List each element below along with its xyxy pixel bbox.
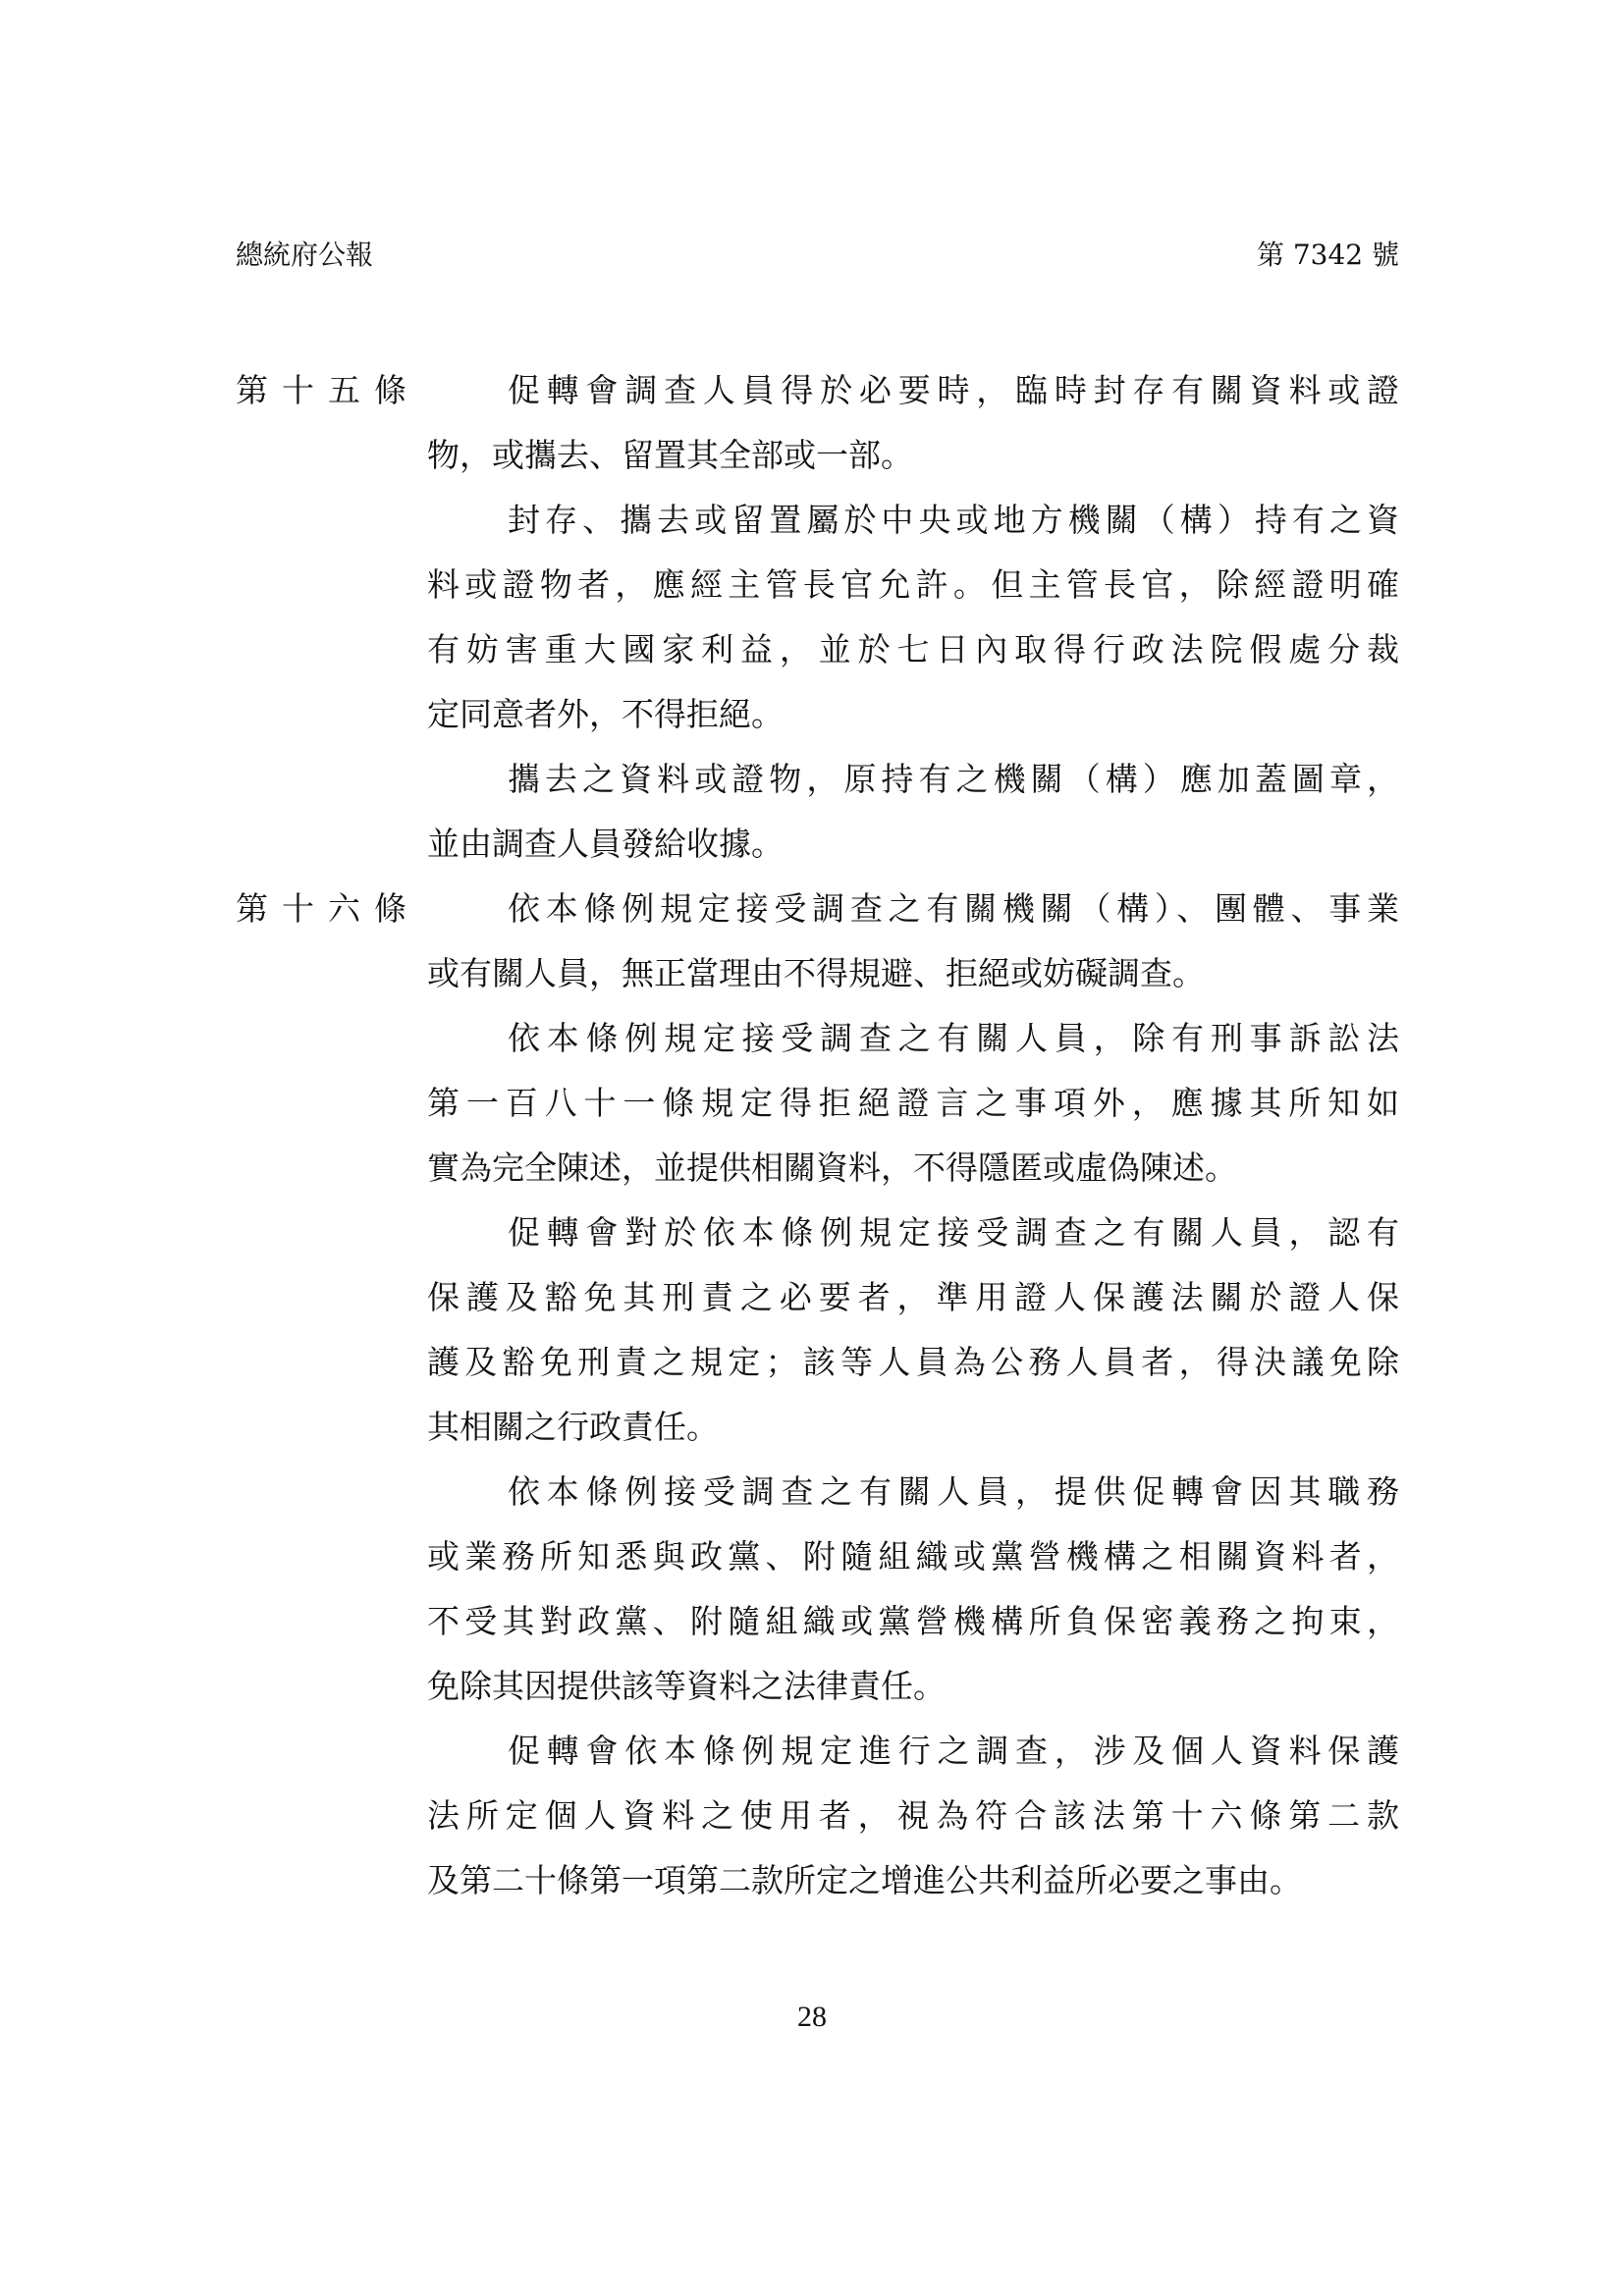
paragraph-line: 促轉會調查人員得於必要時，臨時封存有關資料或證 bbox=[508, 371, 1399, 409]
paragraph-line: 法所定個人資料之使用者，視為符合該法第十六條第二款 bbox=[427, 1796, 1399, 1835]
page-number: 28 bbox=[797, 2001, 827, 2033]
paragraph-line: 封存、攜去或留置屬於中央或地方機關（構）持有之資 bbox=[508, 501, 1399, 539]
paragraph-line: 第一百八十一條規定得拒絕證言之事項外，應據其所知如 bbox=[427, 1084, 1399, 1122]
paragraph-line: 依本條例接受調查之有關人員，提供促轉會因其職務 bbox=[508, 1472, 1399, 1511]
paragraph-line: 護及豁免刑責之規定；該等人員為公務人員者，得決議免除 bbox=[427, 1343, 1399, 1381]
paragraph-line: 或有關人員，無正當理由不得規避、拒絕或妨礙調查。 bbox=[427, 954, 1205, 992]
article-label: 第十六條 bbox=[236, 889, 420, 928]
publication-title: 總統府公報 bbox=[236, 239, 374, 271]
paragraph-line: 並由調查人員發給收據。 bbox=[427, 825, 784, 863]
issue-number: 第 7342 號 bbox=[1256, 239, 1399, 271]
paragraph-line: 免除其因提供該等資料之法律責任。 bbox=[427, 1667, 946, 1705]
paragraph-line: 保護及豁免其刑責之必要者，準用證人保護法關於證人保 bbox=[427, 1278, 1399, 1316]
page-header bbox=[236, 236, 1399, 275]
paragraph-line: 其相關之行政責任。 bbox=[427, 1408, 719, 1446]
paragraph-line: 料或證物者，應經主管長官允許。但主管長官，除經證明確 bbox=[427, 565, 1399, 604]
paragraph-line: 物，或攜去、留置其全部或一部。 bbox=[427, 436, 913, 474]
paragraph-line: 定同意者外，不得拒絕。 bbox=[427, 695, 784, 733]
paragraph-line: 促轉會對於依本條例規定接受調查之有關人員，認有 bbox=[508, 1213, 1399, 1252]
paragraph-line: 及第二十條第一項第二款所定之增進公共利益所必要之事由。 bbox=[427, 1861, 1302, 1899]
paragraph-line: 依本條例規定接受調查之有關機關（構）、團體、事業 bbox=[508, 889, 1399, 928]
paragraph-line: 不受其對政黨、附隨組織或黨營機構所負保密義務之拘束， bbox=[427, 1602, 1399, 1640]
paragraph-line: 或業務所知悉與政黨、附隨組織或黨營機構之相關資料者， bbox=[427, 1537, 1399, 1575]
paragraph-line: 促轉會依本條例規定進行之調查，涉及個人資料保護 bbox=[508, 1732, 1399, 1770]
paragraph-line: 實為完全陳述，並提供相關資料，不得隱匿或虛偽陳述。 bbox=[427, 1148, 1237, 1187]
paragraph-line: 有妨害重大國家利益，並於七日內取得行政法院假處分裁 bbox=[427, 630, 1399, 668]
paragraph-line: 依本條例規定接受調查之有關人員，除有刑事訴訟法 bbox=[508, 1019, 1399, 1057]
paragraph-line: 攜去之資料或證物，原持有之機關（構）應加蓋圖章， bbox=[508, 760, 1399, 798]
article-label: 第十五條 bbox=[236, 371, 420, 409]
